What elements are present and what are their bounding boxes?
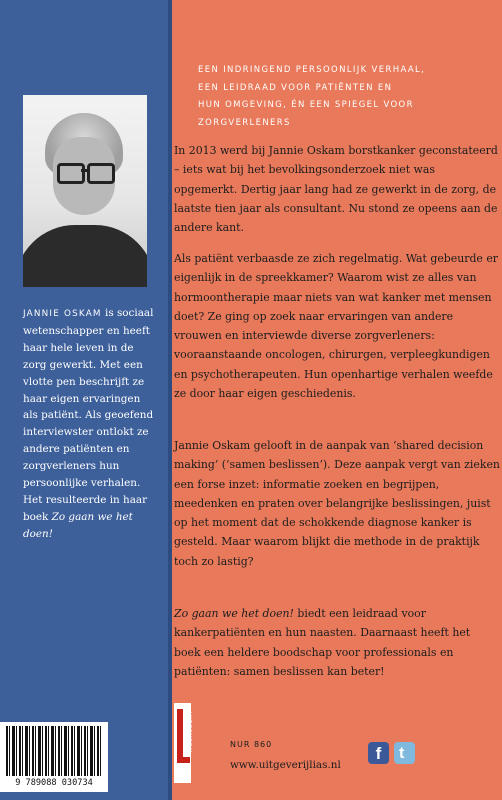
facebook-icon[interactable]: f: [368, 742, 389, 764]
author-photo: [23, 95, 147, 287]
tagline-line: HUN OMGEVING, ÉN EEN SPIEGEL VOOR: [198, 100, 414, 110]
tagline: [198, 62, 498, 132]
tagline-line: EEN INDRINGEND PERSOONLIJK VERHAAL,: [198, 65, 426, 75]
author-bio: [23, 305, 155, 543]
barcode: [0, 722, 108, 792]
glasses-right: [87, 163, 115, 184]
tagline-line: EEN LEIDRAAD VOOR PATIËNTEN EN: [198, 82, 393, 93]
publisher-website[interactable]: www.uitgeverijlias.nl: [230, 759, 341, 771]
publisher-name: Lias: [174, 763, 193, 771]
summary-text: biedt een leidraad voor kankerpatiënten en hun naasten. Daarnaast heeft het boek een heldere boodschap voor professionals en patiënten: samen beslissen kan beter!: [174, 607, 471, 678]
isbn-number: 9 789088 030734: [15, 778, 93, 788]
glasses-bridge: [81, 169, 89, 172]
summary-book-title: Zo gaan we het doen!: [174, 607, 294, 620]
tagline-line: ZORGVERLENERS: [198, 117, 291, 128]
barcode-bars: [6, 726, 102, 776]
twitter-icon[interactable]: [394, 742, 415, 764]
photo-shoulders: [23, 225, 147, 287]
panel-divider: [168, 0, 172, 800]
paragraph-patient: Als patiënt verbaasde ze zich regelmatig. Wat gebeurde er eigenlijk in de spreekkamer? Waarom wist ze alles van hormoontherapie maar niets van wat kanker met mensen doet? Ze ging op zoek naar ervaringen van andere vrouwen en interviewde diverse zorgverleners: vooraanstaande oncologen, chirurgen, verpleegkundigen en psychotherapeuten. Hun openhartige verhalen weefde ze door haar eigen geschiedenis.: [174, 252, 498, 401]
author-bio-book-title: Zo gaan we het doen!: [23, 510, 133, 540]
paragraph-summary: [174, 604, 500, 681]
glasses-left: [57, 163, 85, 184]
paragraph-shared-decision: Jannie Oskam gelooft in de aanpak van ‘shared decision making’ (‘samen beslissen’). Deze aanpak vergt van zieken een forse inzet: informatie zoeken en begrijpen, meedenken en praten over belangrijke beslissingen, juist op het moment dat de schokkende diagnose kanker is gesteld. Maar waarom blijkt die methode in de praktijk toch zo lastig?: [174, 439, 500, 568]
author-name: JANNIE OSKAM: [23, 309, 102, 319]
paragraph-intro: In 2013 werd bij Jannie Oskam borstkanker geconstateerd – iets wat bij het bevolkingsonderzoek niet was opgemerkt. Dertig jaar lang had ze gewerkt in de zorg, de laatste tien jaar als consultant. Nu stond ze opeens aan de andere kant.: [174, 144, 498, 235]
publisher-label-vertical: UITGEVERIJ: [186, 712, 192, 754]
author-bio-text: is sociaal wetenschapper en heeft haar hele leven in de zorg gewerkt. Met een vlotte pen beschrijft ze haar eigen ervaringen als patiënt. Als geoefend interviewster ontlokt ze andere patiënten en zorgverleners hun persoonlijke verhalen. Het resulteerde in haar boek: [23, 307, 154, 523]
logo-bar: [177, 709, 183, 763]
nur-code: NUR 860: [230, 740, 273, 749]
twitter-glyph: t: [399, 745, 405, 762]
